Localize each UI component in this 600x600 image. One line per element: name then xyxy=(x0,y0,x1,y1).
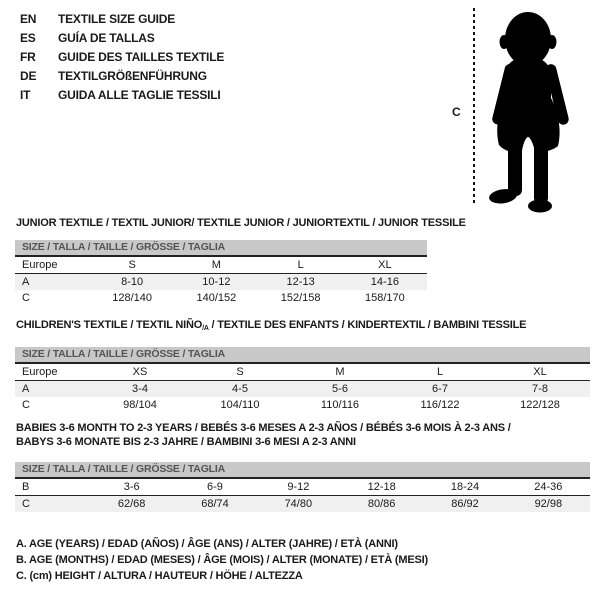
language-row-it xyxy=(20,86,224,105)
table-cell: 80/86 xyxy=(367,498,396,510)
language-row-fr xyxy=(20,48,224,67)
footnote-age-months: B. AGE (MONTHS) / EDAD (MESES) / ÂGE (MOIS) / ALTER (MONATE) / ETÀ (MESI) xyxy=(16,554,428,566)
height-measure-dashed-line xyxy=(473,8,475,206)
babies-section-title-line2: BABYS 3-6 MONATE BIS 2-3 JAHRE / BAMBINI 3-6 MESI A 2-3 ANNI xyxy=(16,436,356,448)
size-header-bar: SIZE / TALLA / TAILLE / GRÖSSE / TAGLIA xyxy=(15,347,590,364)
size-column-header: XL xyxy=(378,259,392,271)
language-title: TEXTILGRÖßENFÜHRUNG xyxy=(58,69,207,83)
table-cell: 62/68 xyxy=(117,498,146,510)
size-column-header: L xyxy=(297,259,304,271)
size-column-header: L xyxy=(436,366,444,378)
language-code: EN xyxy=(20,12,37,26)
table-cell: 3-4 xyxy=(132,383,148,395)
table-cell: 8-10 xyxy=(121,276,144,288)
language-title: GUIDA ALLE TAGLIE TESSILI xyxy=(58,88,221,102)
language-row-es xyxy=(20,29,224,48)
language-code: ES xyxy=(20,31,36,45)
row-label: A xyxy=(22,276,30,288)
table-cell: 9-12 xyxy=(287,481,310,493)
language-code: DE xyxy=(20,69,37,83)
table-cell: 3-6 xyxy=(123,481,140,493)
size-column-header: S xyxy=(236,366,244,378)
footnote-age-years: A. AGE (YEARS) / EDAD (AÑOS) / ÂGE (ANS) / ALTER (JAHRE) / ETÀ (ANNI) xyxy=(16,538,398,550)
size-column-header: S xyxy=(128,259,136,271)
language-list xyxy=(20,10,224,105)
babies-size-table xyxy=(15,462,590,512)
table-cell: 116/122 xyxy=(420,399,460,411)
children-row-age xyxy=(15,381,590,397)
language-title: GUÍA DE TALLAS xyxy=(58,31,155,45)
table-cell: 12-18 xyxy=(367,481,396,493)
babies-row-age-months xyxy=(15,479,590,496)
table-cell: 140/152 xyxy=(196,292,237,304)
row-label: B xyxy=(22,481,30,493)
baby-silhouette xyxy=(478,6,578,214)
table-cell: 68/74 xyxy=(201,498,229,510)
junior-size-table xyxy=(15,240,427,306)
children-size-table xyxy=(15,347,590,413)
children-row-height xyxy=(15,397,590,413)
footnote-height-cm: C. (cm) HEIGHT / ALTURA / HAUTEUR / HÖHE / ALTEZZA xyxy=(16,570,303,582)
table-cell: 12-13 xyxy=(286,276,315,288)
table-cell: 6-9 xyxy=(207,481,223,493)
babies-section-title-line1: BABIES 3-6 MONTH TO 2-3 YEARS / BEBÉS 3-6 MESES A 2-3 AÑOS / BÉBÉS 3-6 MOIS À 2-3 ANS / xyxy=(16,422,511,434)
junior-section-title: JUNIOR TEXTILE / TEXTIL JUNIOR/ TEXTILE JUNIOR / JUNIORTEXTIL / JUNIOR TESSILE xyxy=(16,217,466,229)
table-cell: 110/116 xyxy=(320,399,360,411)
row-label: A xyxy=(22,383,30,395)
junior-row-age xyxy=(15,274,427,290)
children-header-row xyxy=(15,364,590,381)
size-header-bar: SIZE / TALLA / TAILLE / GRÖSSE / TAGLIA xyxy=(15,462,590,479)
table-cell: 7-8 xyxy=(532,383,548,395)
junior-row-height xyxy=(15,290,427,306)
table-cell: 158/170 xyxy=(364,292,405,304)
children-title-subscript: /A xyxy=(202,325,209,332)
table-cell: 18-24 xyxy=(450,481,480,493)
language-title: GUIDE DES TAILLES TEXTILE xyxy=(58,50,225,64)
junior-header-row xyxy=(15,257,427,274)
language-code: IT xyxy=(20,88,31,102)
region-header-cell: Europe xyxy=(22,366,58,378)
row-label: C xyxy=(22,292,30,304)
table-cell: 86/92 xyxy=(451,498,479,510)
size-header-bar: SIZE / TALLA / TAILLE / GRÖSSE / TAGLIA xyxy=(15,240,427,257)
children-title-post: / TEXTILE DES ENFANTS / KINDERTEXTIL / BAMBINI TESSILE xyxy=(208,319,527,331)
size-column-header: M xyxy=(211,259,221,271)
children-section-title xyxy=(16,319,526,332)
table-cell: 10-12 xyxy=(202,276,231,288)
table-cell: 4-5 xyxy=(232,383,248,395)
children-title-pre: CHILDREN'S TEXTILE / TEXTIL NIÑO xyxy=(16,319,203,331)
table-cell: 24-36 xyxy=(534,481,563,493)
row-label: C xyxy=(22,399,30,411)
size-column-header: M xyxy=(335,366,345,378)
language-code: FR xyxy=(20,50,36,64)
table-cell: 14-16 xyxy=(370,276,399,288)
size-column-header: XL xyxy=(533,366,547,378)
table-cell: 6-7 xyxy=(432,383,448,395)
table-cell: 98/104 xyxy=(123,399,157,411)
row-label: C xyxy=(22,498,30,510)
table-cell: 5-6 xyxy=(332,383,348,395)
table-cell: 92/98 xyxy=(534,498,563,510)
language-row-de xyxy=(20,67,224,86)
table-cell: 74/80 xyxy=(284,498,313,510)
table-cell: 104/110 xyxy=(220,399,260,411)
babies-row-height xyxy=(15,496,590,512)
table-cell: 152/158 xyxy=(280,292,321,304)
language-title: TEXTILE SIZE GUIDE xyxy=(58,12,176,26)
table-cell: 122/128 xyxy=(520,399,560,411)
size-column-header: XS xyxy=(132,366,148,378)
language-row-en xyxy=(20,10,224,29)
table-cell: 128/140 xyxy=(112,292,152,304)
height-measure-label: C xyxy=(452,105,461,119)
region-header-cell: Europe xyxy=(22,259,58,271)
